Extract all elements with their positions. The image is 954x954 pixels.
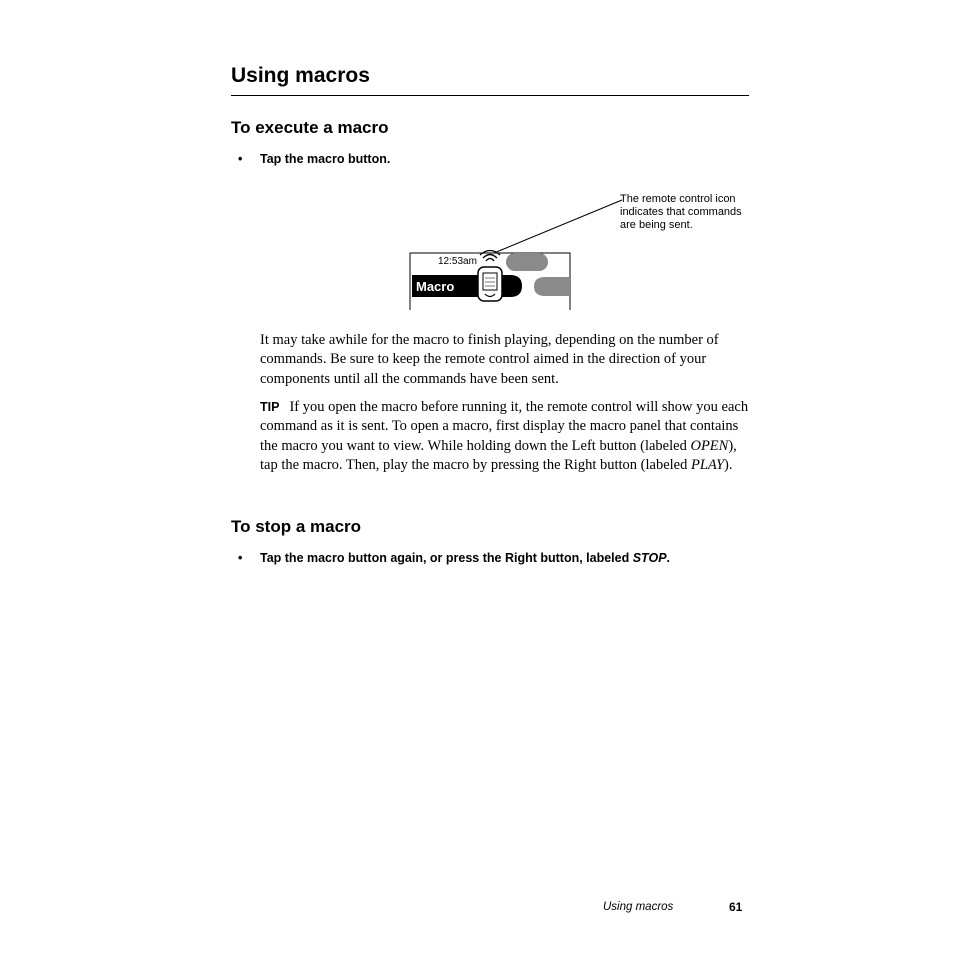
execute-step-text: Tap the macro button.: [260, 152, 391, 166]
bullet: •: [238, 551, 243, 565]
stop-step-text: Tap the macro button again, or press the Right button, labeled: [260, 551, 633, 565]
macro-button-label: Macro: [416, 279, 455, 294]
tip-text-2: ), tap the macro. Then, play the macro by pressing the Right button (labeled: [260, 437, 737, 473]
title-divider: [231, 95, 749, 96]
tip-label: TIP: [260, 400, 280, 414]
footer-title: Using macros: [603, 901, 674, 913]
callout-text: The remote control icon indicates that commands are being sent.: [620, 193, 742, 231]
page-number: 61: [729, 900, 743, 914]
body-paragraph: It may take awhile for the macro to finish playing, depending on the number of commands. Be sure to keep the remote control aimed in the direction of your components until all the commands have been sent.: [260, 332, 719, 387]
remote-screen-figure: [408, 190, 748, 315]
tip-text-1: If you open the macro before running it, the remote control will show you each command as it is sent. To open a macro, first display the macro panel that contains the macro you want to view. While holding down the Left button (labeled: [260, 399, 749, 454]
tip-paragraph: [260, 398, 750, 475]
tip-text-3: ).: [724, 456, 733, 473]
tip-italic-play: PLAY: [691, 456, 725, 473]
remote-control-icon: [478, 267, 502, 301]
section-heading-stop: To stop a macro: [231, 517, 362, 536]
stop-step-suffix: .: [666, 551, 671, 565]
callout-leader-line: [494, 200, 622, 253]
tip-italic-open: OPEN: [690, 437, 729, 454]
bullet: •: [238, 152, 243, 166]
grey-button-right: [534, 277, 570, 296]
stop-label: STOP: [632, 551, 667, 565]
page-title: Using macros: [231, 64, 370, 87]
screen-time: 12:53am: [438, 256, 477, 267]
section-heading-execute: To execute a macro: [231, 118, 389, 137]
grey-button-top: [506, 253, 548, 271]
stop-step: [238, 551, 670, 565]
execute-step: [238, 152, 390, 166]
